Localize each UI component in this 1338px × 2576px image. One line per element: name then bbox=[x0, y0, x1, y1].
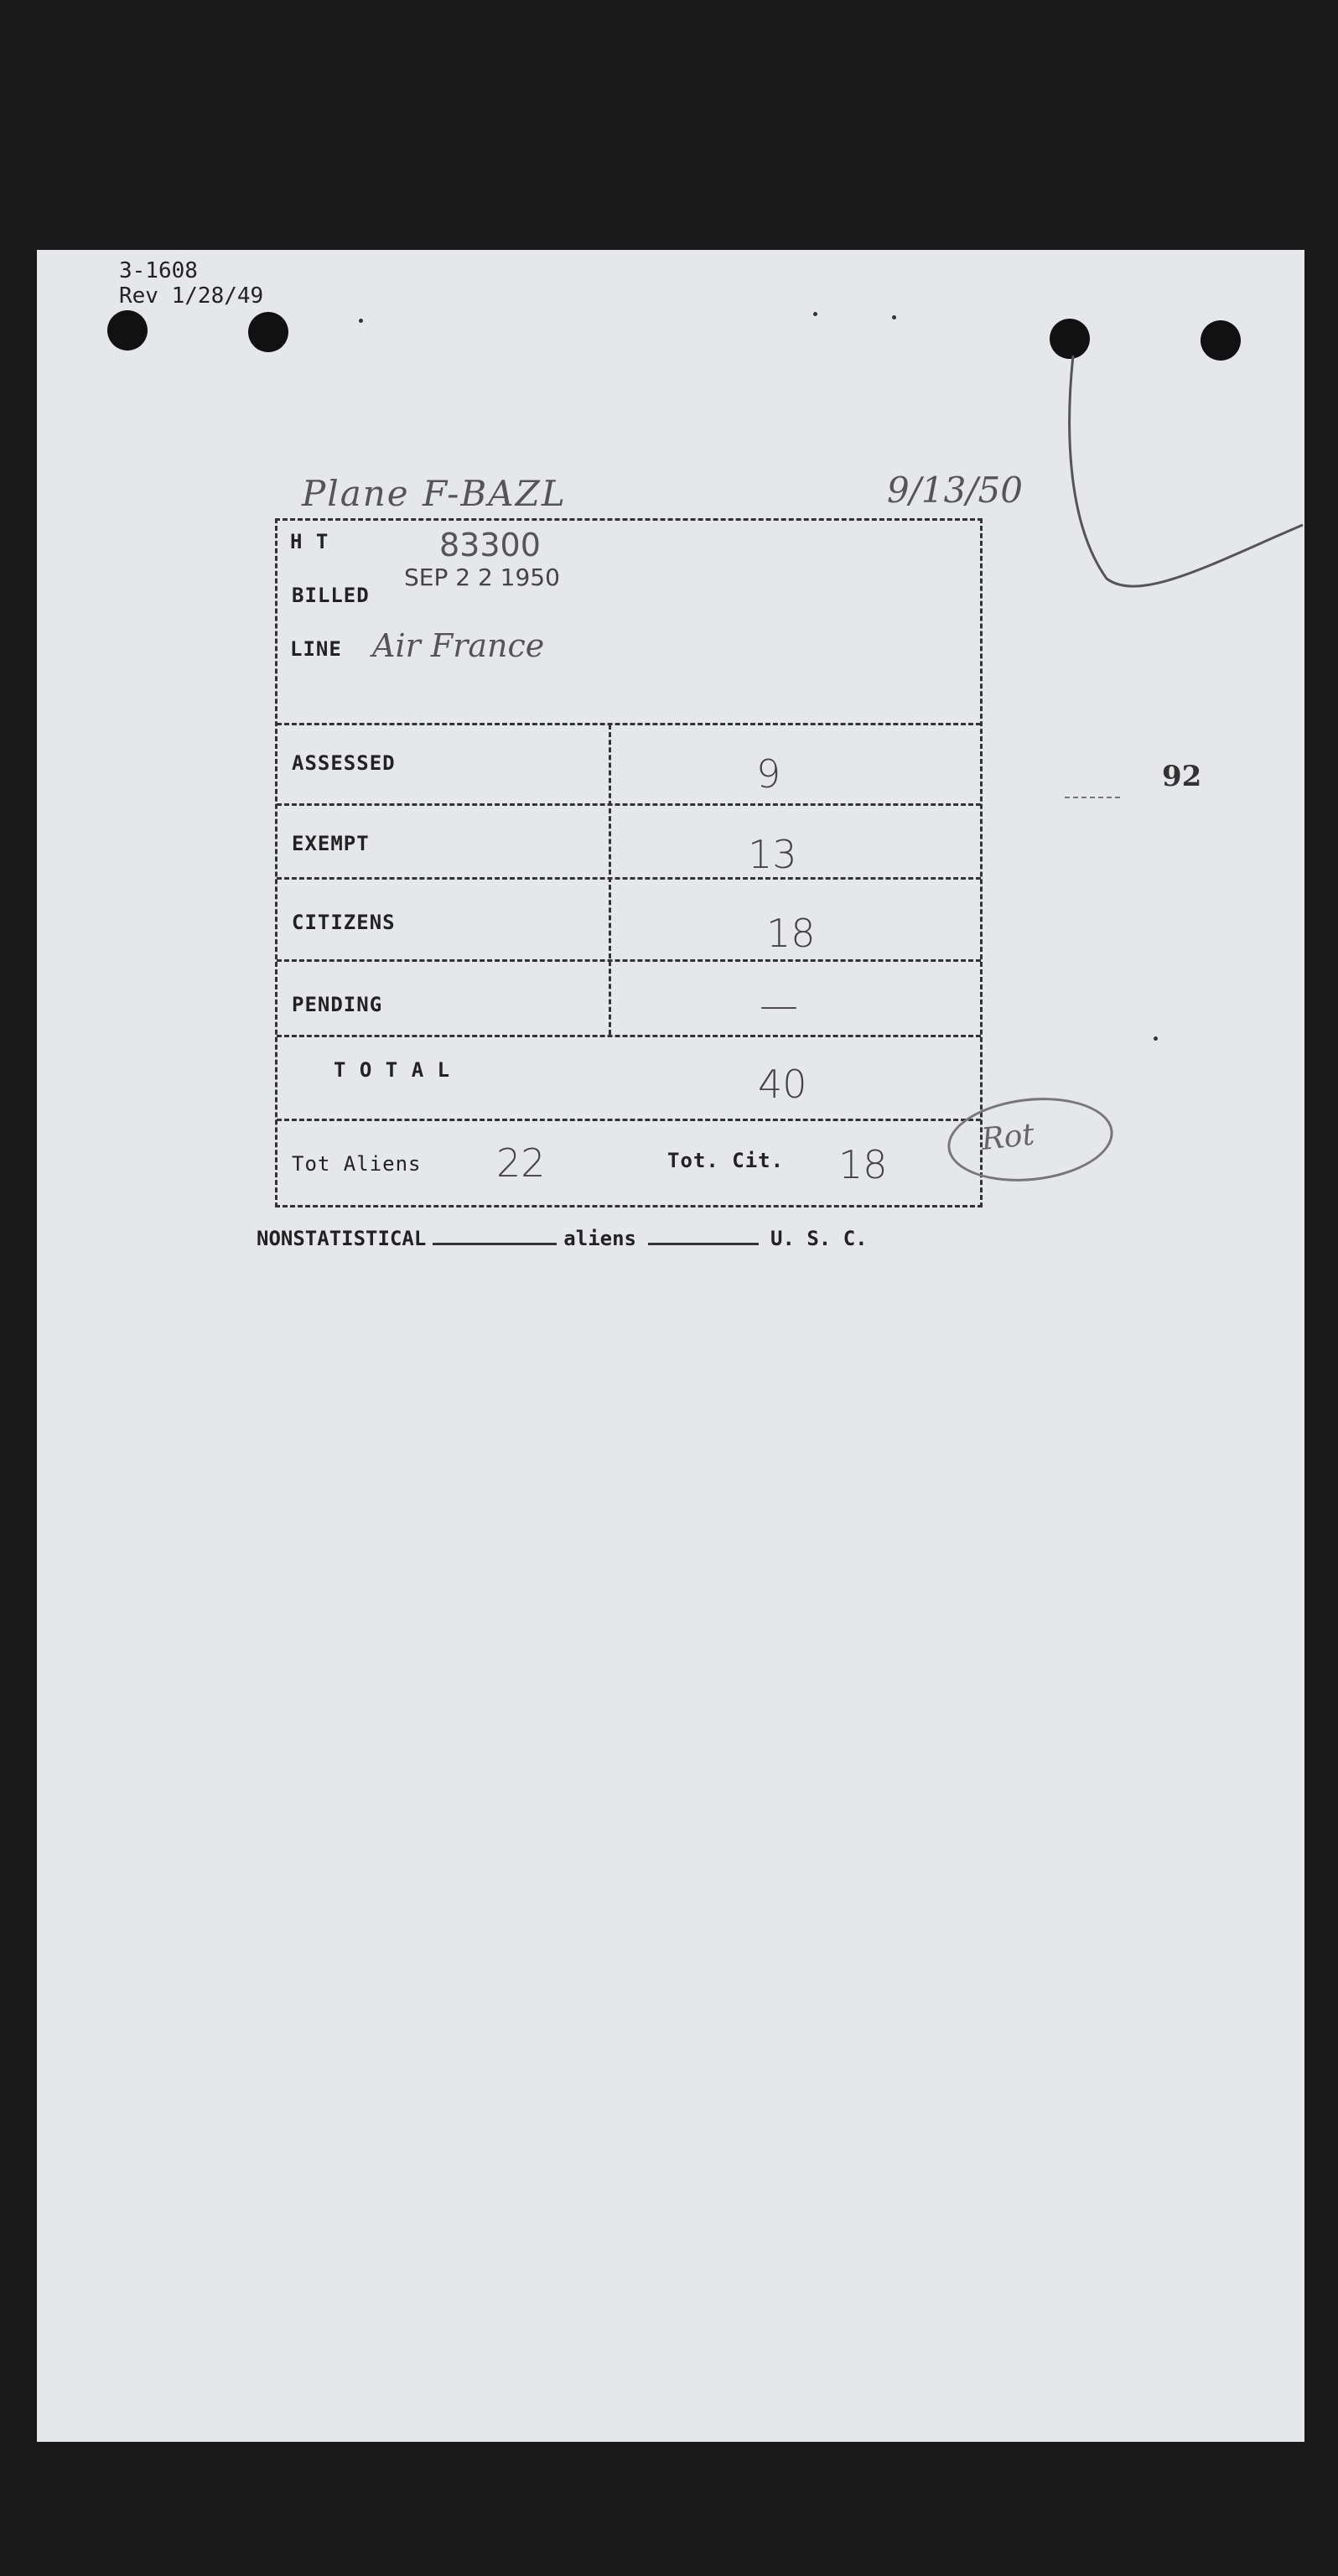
tot-aliens-value: 22 bbox=[496, 1140, 546, 1186]
row-divider bbox=[277, 1119, 981, 1121]
dash-mark bbox=[1065, 797, 1120, 798]
form-code bbox=[119, 258, 263, 309]
speck bbox=[892, 315, 896, 319]
billed-label: BILLED bbox=[292, 584, 370, 607]
nonstatistical-label: NONSTATISTICAL bbox=[257, 1227, 427, 1250]
row-divider bbox=[277, 803, 981, 806]
tot-cit-value: 18 bbox=[838, 1142, 888, 1187]
row-divider bbox=[277, 1035, 981, 1037]
nonstatistical-line bbox=[257, 1226, 868, 1250]
stamp-number: 83300 bbox=[439, 527, 541, 564]
speck bbox=[359, 319, 363, 323]
form-number: 3-1608 bbox=[119, 258, 198, 283]
pending-value: — bbox=[760, 983, 798, 1028]
column-divider bbox=[609, 724, 611, 1035]
date-handwriting: 9/13/50 bbox=[887, 470, 1023, 511]
page-number: 92 bbox=[1162, 760, 1202, 793]
exempt-label: EXEMPT bbox=[292, 832, 370, 855]
row-divider bbox=[277, 723, 981, 725]
punch-hole bbox=[248, 312, 288, 352]
total-value: 40 bbox=[758, 1062, 807, 1107]
pending-label: PENDING bbox=[292, 993, 383, 1016]
assessed-label: ASSESSED bbox=[292, 751, 396, 775]
exempt-value: 13 bbox=[748, 832, 797, 877]
usc-label: U. S. C. bbox=[770, 1227, 868, 1250]
line-label: LINE bbox=[290, 637, 342, 661]
speck bbox=[1154, 1036, 1158, 1041]
form-revision: Rev 1/28/49 bbox=[119, 283, 264, 309]
assessed-value: 9 bbox=[756, 751, 781, 797]
citizens-label: CITIZENS bbox=[292, 911, 396, 934]
tot-cit-label: Tot. Cit. bbox=[667, 1149, 785, 1172]
nonstatistical-blank bbox=[433, 1226, 557, 1245]
ht-label: H T bbox=[290, 530, 329, 553]
line-value: Air France bbox=[372, 627, 545, 664]
punch-hole bbox=[107, 310, 148, 351]
row-divider bbox=[277, 877, 981, 880]
aliens-blank bbox=[648, 1226, 759, 1245]
plane-handwriting: Plane F-BAZL bbox=[302, 473, 567, 514]
row-divider bbox=[277, 959, 981, 962]
total-label: T O T A L bbox=[334, 1058, 451, 1082]
speck bbox=[813, 312, 817, 316]
tot-aliens-label: Tot Aliens bbox=[292, 1152, 422, 1176]
initials-text: Rot bbox=[979, 1117, 1036, 1157]
billed-stamp-date: SEP 2 2 1950 bbox=[404, 564, 560, 591]
citizens-value: 18 bbox=[766, 911, 816, 956]
tally-box bbox=[275, 518, 983, 1208]
pencil-curve bbox=[1065, 352, 1316, 595]
aliens-label: aliens bbox=[563, 1227, 636, 1250]
